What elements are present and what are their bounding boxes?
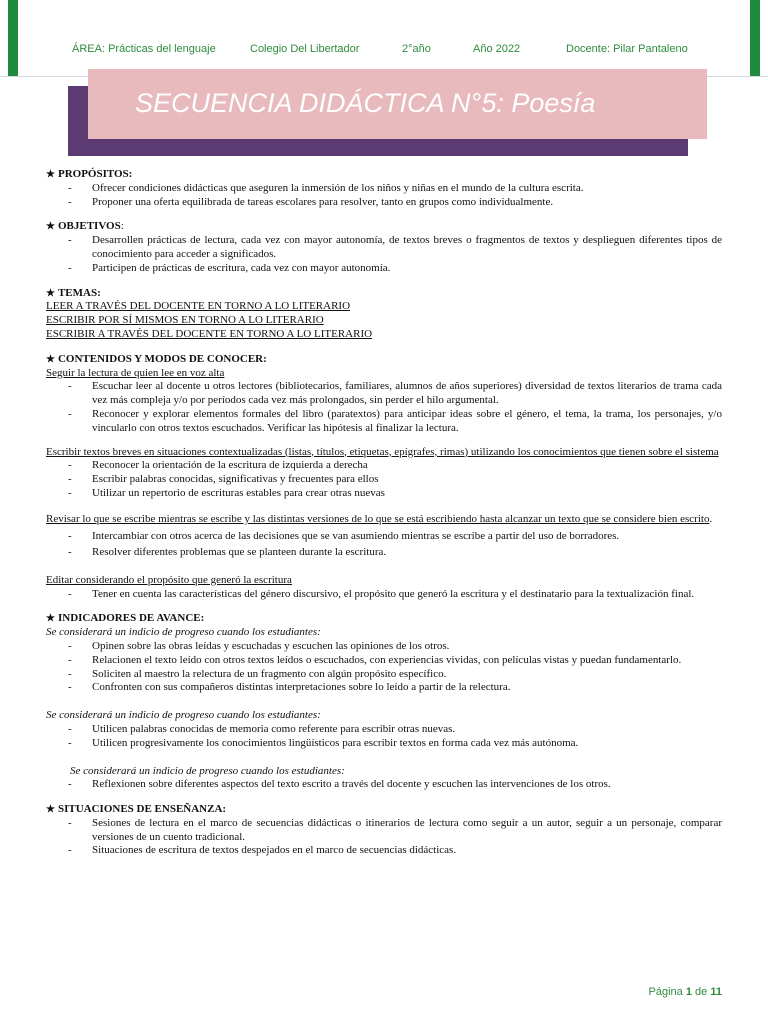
header-school: Colegio Del Libertador [250, 43, 360, 55]
star-icon: ★ [46, 613, 55, 625]
section-propositos [46, 168, 722, 209]
list-item: - Reconocer y explorar elementos formales del libro (paratextos) para anticipar ideas sobre el género, el tema, la trama, los personajes, y/o vincularlo con otros textos escuchados. Verificar las hipótesis al finalizar la lectura. [68, 407, 722, 434]
page-total: 11 [710, 986, 722, 998]
indicador-list [46, 778, 722, 792]
section-indicadores [46, 612, 722, 792]
situaciones-list [46, 817, 722, 858]
indicador-list [46, 640, 722, 695]
objetivos-list [46, 234, 722, 275]
list-item: - Ofrecer condiciones didácticas que aseguren la inmersión de los niños y niñas en el mundo de la cultura escrita. [68, 181, 584, 194]
section-objetivos [46, 220, 722, 275]
section-heading: ★ INDICADORES DE AVANCE: [46, 612, 205, 625]
star-icon: ★ [46, 353, 55, 365]
indicador-intro: Se considerará un indicio de progreso cuando los estudiantes: [46, 709, 321, 722]
section-situaciones [46, 803, 722, 858]
list-item: - Escribir palabras conocidas, significativas y frecuentes para ellos [68, 473, 379, 486]
contenido-subtitle: Editar considerando el propósito que generó la escritura [46, 573, 292, 586]
document-body [46, 168, 722, 858]
section-heading: ★ CONTENIDOS Y MODOS DE CONOCER: [46, 352, 267, 365]
star-icon: ★ [46, 287, 55, 299]
tema-item: ESCRIBIR POR SÍ MISMOS EN TORNO A LO LITERARIO [46, 314, 324, 327]
contenido-subtitle: Escribir textos breves en situaciones contextualizadas (listas, títulos, etiquetas, epígrafes, rimas) utilizando los conocimientos que tienen sobre el sistema [46, 445, 719, 458]
page-label: Página [648, 986, 683, 998]
section-heading: ★ SITUACIONES DE ENSEÑANZA: [46, 803, 227, 816]
indicador-intro: Se considerará un indicio de progreso cuando los estudiantes: [70, 764, 345, 777]
header-grade: 2°año [402, 43, 431, 55]
section-heading: ★ TEMAS: [46, 286, 101, 299]
star-icon: ★ [46, 169, 55, 180]
section-heading: ★ OBJETIVOS: [46, 220, 124, 233]
tema-item: ESCRIBIR A TRAVÉS DEL DOCENTE EN TORNO A LO LITERARIO [46, 327, 373, 340]
list-item: - Participen de prácticas de escritura, cada vez con mayor autonomía. [68, 261, 391, 274]
propositos-list [46, 182, 722, 210]
contenido-subtitle: Seguir la lectura de quien lee en voz alta [46, 366, 225, 379]
page-header [0, 43, 768, 59]
list-item: - Proponer una oferta equilibrada de tareas escolares para resolver, tanto en grupos como individualmente. [68, 195, 554, 208]
contenido-list [46, 528, 722, 560]
contenido-list [46, 380, 722, 435]
page-title: SECUENCIA DIDÁCTICA N°5: Poesía [135, 88, 596, 118]
right-green-bar [750, 0, 760, 76]
list-item: - Utilicen palabras conocidas de memoria como referente para escribir otras nuevas. [68, 722, 456, 735]
list-item: - Sesiones de lectura en el marco de secuencias didácticas o itinerarios de lectura como seguir a un autor, seguir a un personaje, comparar versiones de un cuento tradicional. [68, 816, 722, 843]
of-label: de [695, 986, 708, 998]
list-item: - Opinen sobre las obras leídas y escuchadas y escuchen las opiniones de los otros. [68, 639, 450, 652]
header-area: ÁREA: Prácticas del lenguaje [72, 43, 216, 55]
list-item: - Intercambiar con otros acerca de las decisiones que se van asumiendo mientras se escribe a partir del uso de borradores. [68, 529, 620, 542]
contenido-list [46, 588, 722, 602]
list-item: - Soliciten al maestro la relectura de un fragmento con algún propósito específico. [68, 667, 447, 680]
contenido-subtitle-wrap: Revisar lo que se escribe mientras se escribe y las distintas versiones de lo que se está escribiendo hasta alcanzar un texto que se considere bien escrito. [46, 512, 713, 525]
list-item: - Escuchar leer al docente u otros lectores (bibliotecarios, familiares, alumnos de años superiores) diversidad de textos literarios de trama cada vez más compleja y/o por períodos cada vez más prolongados, sin perder el hilo argumental. [68, 380, 722, 407]
indicador-intro: Se considerará un indicio de progreso cuando los estudiantes: [46, 626, 321, 639]
section-temas [46, 287, 722, 342]
list-item: - Reflexionen sobre diferentes aspectos del texto escrito a través del docente y escuchen las intervenciones de los otros. [68, 778, 611, 791]
contenido-subtitle: Revisar lo que se escribe mientras se escribe y las distintas versiones de lo que se está escribiendo hasta alcanzar un texto que se considere bien escrito [46, 512, 710, 525]
star-icon: ★ [46, 221, 55, 233]
section-contenidos [46, 353, 722, 602]
tema-item: LEER A TRAVÉS DEL DOCENTE EN TORNO A LO LITERARIO [46, 300, 351, 313]
list-item: - Tener en cuenta las características del género discursivo, el propósito que generó la escritura y el destinatario para la textualización final. [68, 587, 695, 600]
section-heading: ★ PROPÓSITOS: [46, 168, 133, 180]
list-item: - Relacionen el texto leído con otros textos leídos o escuchados, con experiencias vividas, con películas vistas y puedan fundamentarlo. [68, 653, 682, 666]
list-item: - Confronten con sus compañeros distintas interpretaciones sobre lo leído a partir de la relectura. [68, 681, 511, 694]
contenido-list [46, 459, 722, 500]
left-green-bar [8, 0, 18, 76]
page-footer [649, 986, 722, 998]
list-item: - Desarrollen prácticas de lectura, cada vez con mayor autonomía, de textos breves o fragmentos de textos y desplieguen diferentes tipos de conocimiento para acceder a significados. [68, 234, 722, 260]
list-item: - Utilizar un repertorio de escrituras estables para crear otras nuevas [68, 486, 385, 499]
list-item: - Utilicen progresivamente los conocimientos lingüísticos para escribir textos en forma cada vez más autónoma. [68, 736, 579, 749]
header-teacher: Docente: Pilar Pantaleno [566, 43, 688, 55]
indicador-list [46, 723, 722, 751]
header-year: Año 2022 [473, 43, 521, 55]
list-item: - Reconocer la orientación de la escritura de izquierda a derecha [68, 459, 368, 472]
star-icon: ★ [46, 804, 55, 816]
list-item: - Situaciones de escritura de textos despejados en el marco de secuencias didácticas. [68, 844, 457, 857]
page-current: 1 [685, 986, 692, 998]
list-item: - Resolver diferentes problemas que se planteen durante la escritura. [68, 545, 387, 558]
